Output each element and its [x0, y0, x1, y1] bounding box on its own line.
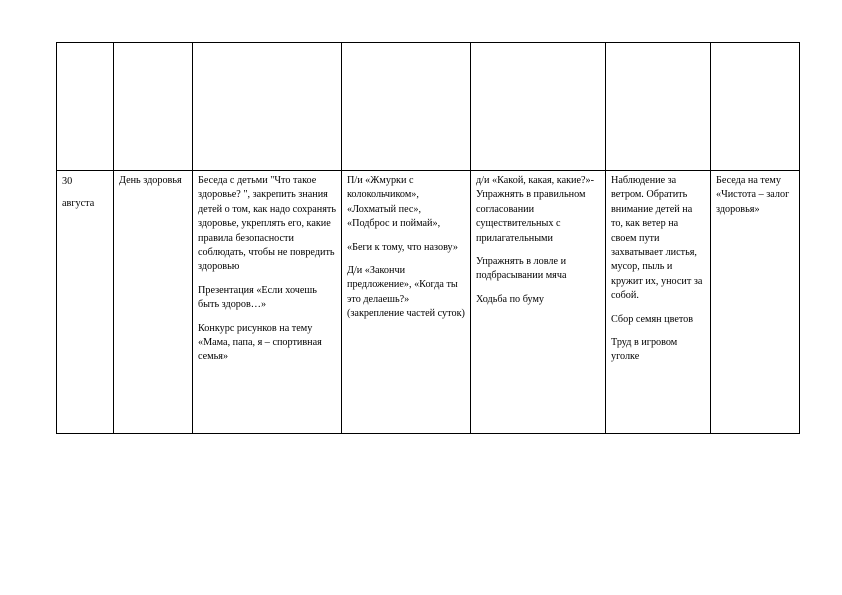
activity-text: Наблюдение за ветром. Обратить внимание детей на то, как ветер на своем пути захватывает листья, мусор, пыль и кружит их, уносит за собой.: [611, 175, 703, 302]
empty-cell: [114, 43, 193, 171]
individual-work-cell: [471, 171, 606, 434]
theme-text: День здоровья: [119, 175, 182, 186]
empty-cell: [193, 43, 342, 171]
activity-text: Упражнять в ловле и подбрасывании мяча: [476, 256, 567, 282]
date-month: августа: [62, 198, 95, 209]
activity-text: д/и «Какой, какая, какие?»- Упражнять в правильном согласовании существительных с прилагательными: [476, 175, 595, 244]
activity-text: «Беги к тому, что назову»: [347, 241, 458, 253]
activity-text: П/и «Жмурки с колокольчиком», «Лохматый пес», «Подброс и поймай»,: [347, 175, 441, 230]
activity-text: Конкурс рисунков на тему «Мама, папа, я – спортивная семья»: [198, 322, 322, 363]
activities-cell-1: [193, 171, 342, 434]
empty-cell: [471, 43, 606, 171]
empty-header-row: [57, 43, 800, 171]
activity-text: Д/и «Закончи предложение», «Когда ты это делаешь?» (закрепление частей суток): [347, 265, 465, 320]
date-day: 30: [62, 176, 73, 187]
empty-cell: [342, 43, 471, 171]
table-row: [57, 171, 800, 434]
walk-cell: [606, 171, 711, 434]
games-cell: [342, 171, 471, 434]
activity-text: Беседа на тему «Чистота – залог здоровья»: [716, 175, 790, 215]
activity-text: Сбор семян цветов: [611, 313, 694, 325]
activity-text: Презентация «Если хочешь быть здоров…»: [198, 284, 317, 311]
plan-table: [56, 42, 800, 434]
theme-cell: [114, 171, 193, 434]
evening-cell: [711, 171, 800, 434]
date-cell: [57, 171, 114, 434]
empty-cell: [606, 43, 711, 171]
empty-cell: [57, 43, 114, 171]
activity-text: Беседа с детьми "Что такое здоровье? ", закрепить знания детей о том, как надо сохранять здоровье, укреплять его, какие правила безопасности соблюдать, чтобы не повредить здоровью: [198, 175, 336, 273]
activity-text: Труд в игровом уголке: [611, 337, 678, 363]
activity-text: Ходьба по буму: [476, 293, 544, 305]
empty-cell: [711, 43, 800, 171]
